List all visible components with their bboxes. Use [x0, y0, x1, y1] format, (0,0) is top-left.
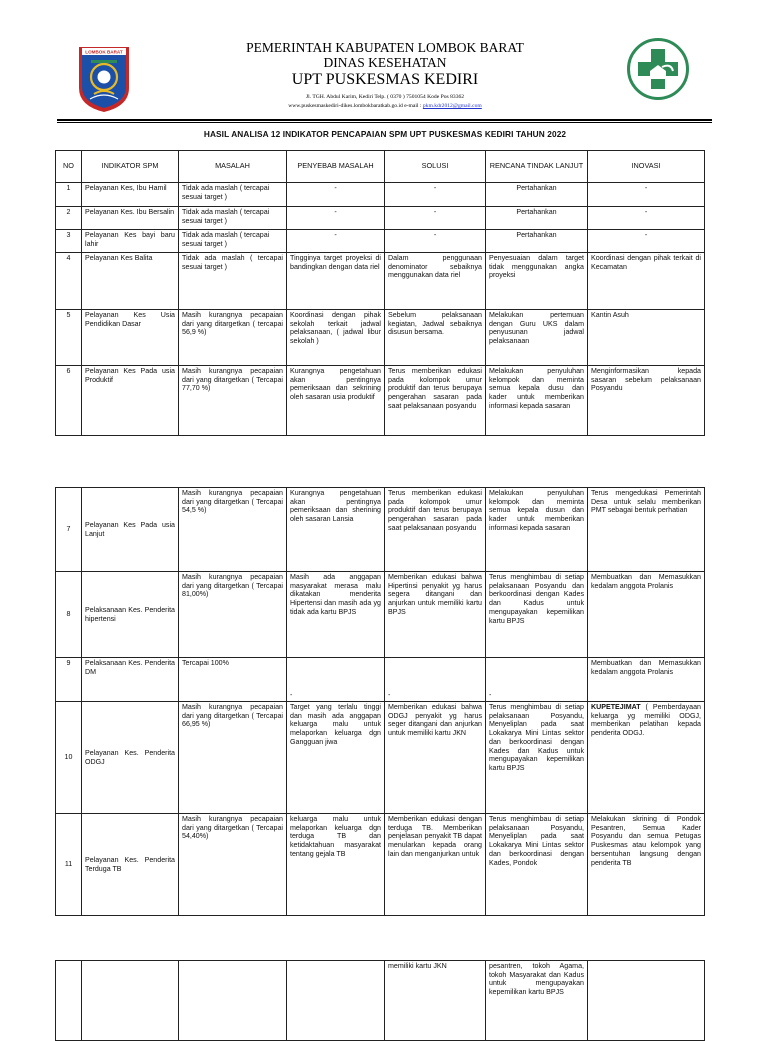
- row-indikator: Pelayanan Kes, Ibu Hamil: [82, 183, 179, 207]
- row-inovasi: Terus mengedukasi Pemerintah Desa untuk selalu memberikan PMT sebagai bentuk perhatian: [588, 488, 705, 572]
- row-no: 4: [56, 253, 82, 310]
- row-rtl: Melakukan penyuluhan kelompok dan meminta semua kepala dusun dan kader untuk memberikan informasi kepada sasaran: [486, 488, 588, 572]
- document-title: HASIL ANALISA 12 INDIKATOR PENCAPAIAN SPM UPT PUSKESMAS KEDIRI TAHUN 2022: [203, 129, 567, 139]
- row-rtl: Penyesuaian dalam target tidak menggunakan angka proyeksi: [486, 253, 588, 310]
- row-no: 9: [56, 658, 82, 702]
- letterhead-rule: [57, 119, 712, 123]
- row-masalah: Tercapai 100%: [179, 658, 287, 702]
- header-penyebab: PENYEBAB MASALAH: [287, 151, 385, 183]
- row-inovasi: [588, 961, 705, 1041]
- row-masalah: Masih kurangnya pecapaian dari yang ditargetkan ( Tercapai 66,95 %): [179, 702, 287, 814]
- row-no: 8: [56, 572, 82, 658]
- puskesmas-name: UPT PUSKESMAS KEDIRI: [291, 71, 479, 88]
- row-masalah: [179, 961, 287, 1041]
- email-link[interactable]: pkm.kdr2012@gmail.com: [422, 103, 482, 109]
- row-rtl: Pertahankan: [486, 230, 588, 253]
- row-indikator: Pelayanan Kes Usia Pendidikan Dasar: [82, 310, 179, 366]
- row-rtl: Melakukan penyuluhan kelompok dan meminta semua kepala dusu dan kader untuk memberikan informasi kepada sasaran: [486, 366, 588, 436]
- web-contact: [190, 102, 580, 110]
- row-rtl: pesantren, tokoh Agama, tokoh Masyarakat dan Kadus untuk mengupayakan kepemilikan kartu BPJS: [486, 961, 588, 1041]
- table-row: [56, 366, 705, 436]
- website-text: www.puskesmaskediri-dikes.lombokbaratkab.go.id e-mail :: [288, 103, 423, 109]
- table-row: [56, 488, 705, 572]
- row-rtl: Melakukan pertemuan dengan Guru UKS dalam penyusunan jadwal pelaksanaan: [486, 310, 588, 366]
- header-solusi: SOLUSI: [385, 151, 486, 183]
- table-row: [56, 230, 705, 253]
- row-indikator: Pelaksanaan Kes. Penderita DM: [82, 658, 179, 702]
- address: Jl. TGH. Abdul Karim, Kediri Telp. ( 0370 ) 7501054 Kode Pos 83362: [305, 94, 465, 100]
- row-no: 6: [56, 366, 82, 436]
- svg-text:LOMBOK BARAT: LOMBOK BARAT: [85, 49, 123, 55]
- row-indikator: Pelayanan Kes Pada usia Produktif: [82, 366, 179, 436]
- row-solusi: -: [385, 658, 486, 702]
- row-inovasi: Membuatkan dan Memasukkan kedalam anggota Prolanis: [588, 658, 705, 702]
- row-indikator: [82, 961, 179, 1041]
- row-penyebab: Masih ada anggapan masyarakat merasa malu dikatakan menderita Hipertensi dan masih ada yg tidak ada kartu BPJS: [287, 572, 385, 658]
- row-penyebab: [287, 961, 385, 1041]
- row-no: 5: [56, 310, 82, 366]
- row-inovasi: Kantin Asuh: [588, 310, 705, 366]
- header-indikator: INDIKATOR SPM: [82, 151, 179, 183]
- row-solusi: Dalam penggunaan denominator sebaiknya menggunakan data riel: [385, 253, 486, 310]
- row-masalah: Masih kurangnya pecapaian dari yang ditargetkan ( Tercapai 54,40%): [179, 814, 287, 916]
- row-solusi: Memberikan edukasi dengan terduga TB. Memberikan penjelasan penyakit TB dapat menularkan kepada orang lain dan menganjurkan untuk: [385, 814, 486, 916]
- row-no: 7: [56, 488, 82, 572]
- puskesmas-logo-icon: [626, 37, 690, 101]
- row-inovasi: Membuatkan dan Memasukkan kedalam anggota Prolanis: [588, 572, 705, 658]
- row-no: 1: [56, 183, 82, 207]
- header-rtl: RENCANA TINDAK LANJUT: [486, 151, 588, 183]
- table-row: [56, 658, 705, 702]
- inovasi-program-name: KUPETEJIMAT: [591, 703, 641, 711]
- row-masalah: Tidak ada maslah ( tercapai sesuai target ): [179, 230, 287, 253]
- header-inovasi: INOVASI: [588, 151, 705, 183]
- row-no: 3: [56, 230, 82, 253]
- row-masalah: Masih kurangnya pecapaian dari yang ditargetkan ( Tercapai 54,5 %): [179, 488, 287, 572]
- row-rtl: Pertahankan: [486, 183, 588, 207]
- table-row: [56, 183, 705, 207]
- inovasi-description: ( Pemberdayaan keluarga yg memiliki ODGJ, memberikan pelatihan kepada penderita ODGJ.: [591, 703, 701, 738]
- row-masalah: Masih kurangnya pecapaian dari yang ditargetkan ( Tercapai 77,70 %): [179, 366, 287, 436]
- spm-table-part-2: [55, 487, 705, 916]
- row-no: 11: [56, 814, 82, 916]
- row-no: 2: [56, 207, 82, 230]
- row-rtl: Terus menghimbau di setiap pelaksanaan Posyandu, Menyeliplan pada saat Lokakarya Mini Lintas sektor dan berkoordinasi dengan Kades, Pondok: [486, 814, 588, 916]
- spm-table-part-1: [55, 150, 705, 436]
- row-inovasi: Menginformasikan kepada sasaran sebelum pelaksanaan Posyandu: [588, 366, 705, 436]
- table-row: [56, 702, 705, 814]
- row-masalah: Tidak ada maslah ( tercapai sesuai target ): [179, 207, 287, 230]
- row-solusi: -: [385, 183, 486, 207]
- table-row: [56, 207, 705, 230]
- row-penyebab: -: [287, 183, 385, 207]
- header-no: NO: [56, 151, 82, 183]
- table-row: [56, 572, 705, 658]
- row-indikator: Pelayanan Kes. Penderita ODGJ: [82, 702, 179, 814]
- row-inovasi: -: [588, 183, 705, 207]
- row-masalah: Masih kurangnya pecapaian dari yang ditargetkan ( Tercapai 81,00%): [179, 572, 287, 658]
- row-indikator: Pelayanan Kes. Ibu Bersalin: [82, 207, 179, 230]
- table-row: [56, 310, 705, 366]
- row-penyebab: Koordinasi dengan pihak sekolah terkait jadwal pelaksanaan, ( jadwal libur sekolah ): [287, 310, 385, 366]
- row-solusi: -: [385, 230, 486, 253]
- row-penyebab: Kurangnya pengetahuan akan pentingnya pemeriksaan dan sherining oleh sasaran Lansia: [287, 488, 385, 572]
- row-solusi: Terus memberikan edukasi pada kolompok umur produktif dan terus berupaya pengerahan sasaran pada saat pelaksanaan posyandu: [385, 488, 486, 572]
- row-indikator: Pelayanan Kes Pada usia Lanjut: [82, 488, 179, 572]
- row-solusi: -: [385, 207, 486, 230]
- gov-name: PEMERINTAH KABUPATEN LOMBOK BARAT: [246, 40, 524, 55]
- row-indikator: Pelaksanaan Kes. Penderita hipertensi: [82, 572, 179, 658]
- row-indikator: Pelayanan Kes Balita: [82, 253, 179, 310]
- row-indikator: Pelayanan Kes. Penderita Terduga TB: [82, 814, 179, 916]
- row-solusi: Sebelum pelaksanaan kegiatan, Jadwal sebaiknya disusun bersama.: [385, 310, 486, 366]
- row-inovasi: [588, 702, 705, 814]
- row-penyebab: Target yang terlalu tinggi dan masih ada anggapan keluarga malu untuk melaporkan keluarga dgn Gangguan jiwa: [287, 702, 385, 814]
- row-inovasi: -: [588, 207, 705, 230]
- row-no: 10: [56, 702, 82, 814]
- spm-table-part-3: [55, 960, 705, 1041]
- row-no: [56, 961, 82, 1041]
- agency-name: DINAS KESEHATAN: [323, 55, 447, 70]
- row-rtl: Pertahankan: [486, 207, 588, 230]
- row-solusi: Memberikan edukasi bahwa Hipertinsi penyakit yg harus segera ditangani dan anjurkan untuk memiliki kartu BPJS: [385, 572, 486, 658]
- letterhead: [0, 0, 768, 122]
- row-solusi: Terus memberikan edukasi pada kolompok umur produktif dan terus berupaya pengerahan sasaran pada saat pelaksanaan posyandu: [385, 366, 486, 436]
- row-rtl: -: [486, 658, 588, 702]
- row-rtl: Terus menghimbau di setiap pelaksanaan Posyandu dan berkoordinasi dengan Kades dan Kadus untuk mengupayakan kepemilikan kartu BPJS: [486, 572, 588, 658]
- row-penyebab: -: [287, 658, 385, 702]
- row-rtl: Terus menghimbau di setiap pelaksanaan Posyandu, Menyeliplan pada saat Lokakarya Mini Lintas sektor dan berkoordinasi dengan Kades dan Kadus untuk mengupayakan kepemilikan kartu BPJS: [486, 702, 588, 814]
- header-masalah: MASALAH: [179, 151, 287, 183]
- row-penyebab: Tingginya target proyeksi di bandingkan dengan data riel: [287, 253, 385, 310]
- table-header-row: [56, 151, 705, 183]
- row-penyebab: -: [287, 207, 385, 230]
- row-indikator: Pelayanan Kes bayi baru lahir: [82, 230, 179, 253]
- row-penyebab: keluarga malu untuk melaporkan keluarga dgn terduga TB dan ketidaktahuan masyarakat tentang gejala TB: [287, 814, 385, 916]
- row-penyebab: -: [287, 230, 385, 253]
- table-row: [56, 253, 705, 310]
- row-inovasi: Melakukan skrining di Pondok Pesantren, Semua Kader Posyandu dan semua Petugas Puskesmas atau kelompok yang bersentuhan langsung dengan penderita TB: [588, 814, 705, 916]
- row-solusi: memiliki kartu JKN: [385, 961, 486, 1041]
- row-masalah: Tidak ada maslah ( tercapai sesuai target ): [179, 183, 287, 207]
- row-masalah: Masih kurangnya pecapaian dari yang ditargetkan ( tercapai 56,9 %): [179, 310, 287, 366]
- row-solusi: Memberikan edukasi bahwa ODGJ penyakit yg harus seger ditangani dan anjurkan untuk memiliki kartu JKN: [385, 702, 486, 814]
- lombok-barat-emblem-icon: [76, 44, 132, 114]
- table-row: [56, 814, 705, 916]
- row-masalah: Tidak ada maslah ( tercapai sesuai target ): [179, 253, 287, 310]
- table-row: [56, 961, 705, 1041]
- row-penyebab: Kurangnya pengetahuan akan pentingnya pemeriksaan dan sekrining oleh sasaran usia produktif: [287, 366, 385, 436]
- row-inovasi: Koordinasi dengan pihak terkait di Kecamatan: [588, 253, 705, 310]
- row-inovasi: -: [588, 230, 705, 253]
